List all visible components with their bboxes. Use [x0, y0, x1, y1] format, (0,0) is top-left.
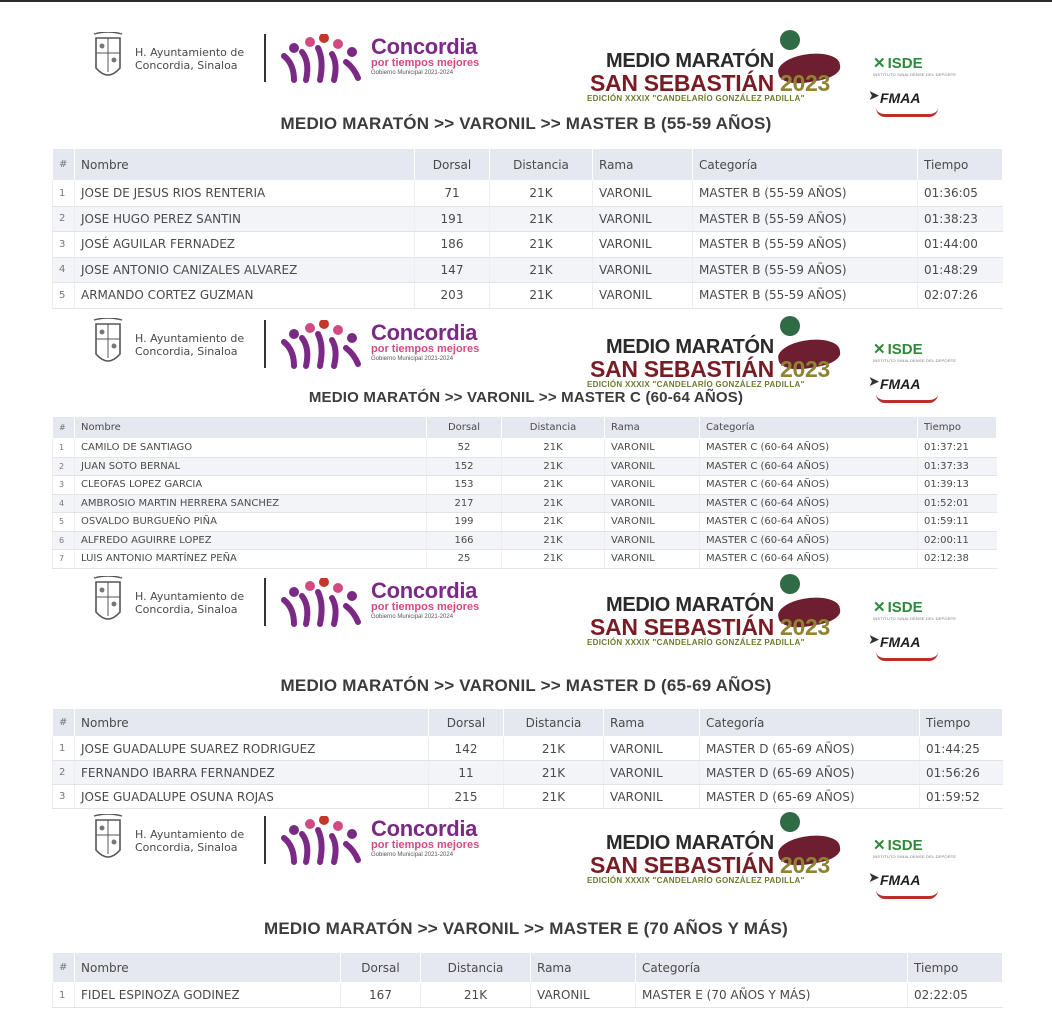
table-header-row	[53, 417, 997, 439]
cell-col-distance: 21K	[502, 494, 605, 513]
cell-col-index: 1	[53, 983, 75, 1008]
table-row	[53, 257, 1003, 283]
cell-col-index: 7	[53, 550, 75, 569]
event-name: SAN SEBASTIÁN	[590, 852, 774, 878]
cell-col-index: 3	[53, 785, 75, 809]
fmaa-swoosh-icon	[876, 890, 938, 899]
fmaa-text: FMAA	[880, 90, 921, 106]
cell-col-category: MASTER E (70 AÑOS Y MÁS)	[636, 983, 908, 1008]
cell-col-index: 4	[53, 494, 75, 513]
cell-col-index: 4	[53, 257, 75, 283]
isde-logo	[873, 598, 956, 621]
cell-col-name: JOSÉ AGUILAR FERNADEZ	[75, 232, 415, 258]
section-header-logos	[0, 316, 1052, 396]
table-row	[53, 550, 997, 569]
cell-col-time: 01:59:11	[918, 513, 997, 532]
table-row	[53, 283, 1003, 309]
ayuntamiento-line2: Concordia, Sinaloa	[135, 603, 238, 616]
isde-x-icon: ✕	[873, 599, 886, 616]
runner-icon: ➤	[868, 632, 880, 648]
event-logo	[584, 812, 864, 885]
cell-col-distance: 21K	[490, 181, 593, 207]
cell-col-name: ALFREDO AGUIRRE LOPEZ	[75, 531, 427, 550]
header-col-name: Nombre	[75, 149, 415, 181]
cell-col-branch: VARONIL	[605, 550, 700, 569]
cell-col-branch: VARONIL	[593, 283, 693, 309]
logo-divider	[264, 578, 266, 626]
ayuntamiento-line1: H. Ayuntamiento de	[135, 828, 245, 841]
logo-divider	[264, 320, 266, 368]
table-row	[53, 761, 1003, 785]
logo-divider	[264, 816, 266, 864]
header-col-dorsal: Dorsal	[427, 417, 502, 439]
cell-col-name: ARMANDO CORTEZ GUZMAN	[75, 283, 415, 309]
event-line1: MEDIO MARATÓN	[606, 594, 774, 616]
runner-icon: ➤	[868, 374, 880, 390]
table-row	[53, 476, 997, 495]
cell-col-name: JOSE DE JESUS RIOS RENTERIA	[75, 181, 415, 207]
cell-col-branch: VARONIL	[604, 785, 700, 809]
cell-col-category: MASTER B (55-59 AÑOS)	[693, 181, 918, 207]
cell-col-dorsal: 152	[427, 457, 502, 476]
cell-col-index: 3	[53, 476, 75, 495]
event-line2	[590, 356, 830, 383]
cell-col-category: MASTER B (55-59 AÑOS)	[693, 257, 918, 283]
results-table	[52, 952, 1003, 1008]
header-col-category: Categoría	[700, 709, 920, 737]
cell-col-dorsal: 147	[415, 257, 490, 283]
cell-col-index: 1	[53, 737, 75, 761]
cell-col-category: MASTER C (60-64 AÑOS)	[700, 439, 918, 458]
header-col-index: #	[53, 417, 75, 439]
concordia-name: Concordia	[371, 320, 478, 345]
header-col-branch: Rama	[593, 149, 693, 181]
concordia-gob: Gobierno Municipal 2021-2024	[371, 614, 454, 620]
header-col-distance: Distancia	[504, 709, 604, 737]
cell-col-category: MASTER C (60-64 AÑOS)	[700, 476, 918, 495]
cell-col-dorsal: 52	[427, 439, 502, 458]
cell-col-distance: 21K	[490, 257, 593, 283]
cell-col-name: LUIS ANTONIO MARTÍNEZ PEÑA	[75, 550, 427, 569]
fmaa-logo	[868, 630, 940, 658]
isde-x-icon: ✕	[873, 341, 886, 358]
concordia-gob: Gobierno Municipal 2021-2024	[371, 356, 454, 362]
header-col-dorsal: Dorsal	[341, 953, 421, 983]
header-col-category: Categoría	[636, 953, 908, 983]
table-row	[53, 206, 1003, 232]
isde-logo	[873, 340, 956, 363]
header-col-time: Tiempo	[908, 953, 1003, 983]
cell-col-distance: 21K	[502, 550, 605, 569]
concordia-name: Concordia	[371, 578, 478, 603]
concordia-logo-text	[371, 36, 479, 77]
isde-logo	[873, 836, 956, 859]
cell-col-dorsal: 203	[415, 283, 490, 309]
cell-col-branch: VARONIL	[531, 983, 636, 1008]
header-col-name: Nombre	[75, 417, 427, 439]
event-logo	[584, 574, 864, 647]
results-table	[52, 148, 1003, 309]
fmaa-text: FMAA	[880, 872, 921, 888]
cell-col-distance: 21K	[502, 513, 605, 532]
ayuntamiento-line2: Concordia, Sinaloa	[135, 841, 238, 854]
cell-col-time: 01:39:13	[918, 476, 997, 495]
cell-col-dorsal: 199	[427, 513, 502, 532]
event-name: SAN SEBASTIÁN	[590, 356, 774, 382]
header-col-category: Categoría	[700, 417, 918, 439]
ayuntamiento-line2: Concordia, Sinaloa	[135, 345, 238, 358]
isde-subtext: INSTITUTO SINALOENSE DEL DEPORTE	[873, 72, 957, 77]
event-ball-icon	[780, 574, 800, 594]
event-line2	[590, 852, 830, 879]
section-header-logos	[0, 574, 1052, 654]
header-col-category: Categoría	[693, 149, 918, 181]
header-col-distance: Distancia	[502, 417, 605, 439]
cell-col-name: FERNANDO IBARRA FERNANDEZ	[75, 761, 429, 785]
isde-text: ISDE	[887, 599, 923, 616]
cell-col-dorsal: 11	[429, 761, 504, 785]
cell-col-dorsal: 153	[427, 476, 502, 495]
event-year: 2023	[780, 356, 831, 382]
event-year: 2023	[780, 614, 831, 640]
event-edition: EDICIÓN XXXIX "CANDELARÍO GONZÁLEZ PADILLA"	[587, 638, 805, 647]
cell-col-branch: VARONIL	[593, 232, 693, 258]
cell-col-dorsal: 186	[415, 232, 490, 258]
fmaa-logo	[868, 868, 940, 896]
cell-col-dorsal: 167	[341, 983, 421, 1008]
table-row	[53, 737, 1003, 761]
cell-col-branch: VARONIL	[605, 457, 700, 476]
cell-col-category: MASTER C (60-64 AÑOS)	[700, 550, 918, 569]
header-col-branch: Rama	[531, 953, 636, 983]
cell-col-dorsal: 191	[415, 206, 490, 232]
isde-text: ISDE	[887, 55, 923, 72]
cell-col-branch: VARONIL	[593, 181, 693, 207]
event-line1: MEDIO MARATÓN	[606, 50, 774, 72]
cell-col-index: 2	[53, 761, 75, 785]
cell-col-name: FIDEL ESPINOZA GODINEZ	[75, 983, 341, 1008]
cell-col-index: 1	[53, 439, 75, 458]
cell-col-time: 01:52:01	[918, 494, 997, 513]
cell-col-index: 1	[53, 181, 75, 207]
cell-col-dorsal: 71	[415, 181, 490, 207]
cell-col-distance: 21K	[504, 761, 604, 785]
cell-col-category: MASTER B (55-59 AÑOS)	[693, 232, 918, 258]
fmaa-logo	[868, 86, 940, 114]
header-col-branch: Rama	[605, 417, 700, 439]
event-logo	[584, 30, 864, 103]
logo-divider	[264, 34, 266, 82]
header-col-distance: Distancia	[421, 953, 531, 983]
cell-col-distance: 21K	[504, 737, 604, 761]
concordia-people-icon	[280, 578, 364, 628]
cell-col-distance: 21K	[490, 232, 593, 258]
header-col-time: Tiempo	[918, 149, 1003, 181]
sinaloa-crest-icon	[90, 32, 126, 86]
cell-col-time: 01:44:25	[920, 737, 1003, 761]
event-year: 2023	[780, 852, 831, 878]
cell-col-name: AMBROSIO MARTIN HERRERA SANCHEZ	[75, 494, 427, 513]
concordia-logo-text	[371, 818, 479, 859]
fmaa-text: FMAA	[880, 376, 921, 392]
event-edition: EDICIÓN XXXIX "CANDELARÍO GONZÁLEZ PADILLA"	[587, 380, 805, 389]
cell-col-time: 01:59:52	[920, 785, 1003, 809]
sinaloa-crest-icon	[90, 318, 126, 372]
header-col-index: #	[53, 709, 75, 737]
cell-col-distance: 21K	[502, 439, 605, 458]
table-header-row	[53, 709, 1003, 737]
cell-col-time: 01:37:21	[918, 439, 997, 458]
event-line1: MEDIO MARATÓN	[606, 832, 774, 854]
event-line2	[590, 70, 830, 97]
cell-col-category: MASTER C (60-64 AÑOS)	[700, 494, 918, 513]
fmaa-swoosh-icon	[876, 652, 938, 661]
header-col-name: Nombre	[75, 953, 341, 983]
cell-col-time: 02:12:38	[918, 550, 997, 569]
concordia-slogan: por tiempos mejores	[371, 343, 480, 355]
table-row	[53, 531, 997, 550]
table-row	[53, 494, 997, 513]
event-line1: MEDIO MARATÓN	[606, 336, 774, 358]
cell-col-branch: VARONIL	[605, 513, 700, 532]
cell-col-branch: VARONIL	[604, 737, 700, 761]
table-row	[53, 513, 997, 532]
results-table	[52, 708, 1003, 809]
isde-x-icon: ✕	[873, 55, 886, 72]
cell-col-index: 5	[53, 283, 75, 309]
cell-col-distance: 21K	[490, 206, 593, 232]
ayuntamiento-line2: Concordia, Sinaloa	[135, 59, 238, 72]
cell-col-distance: 21K	[502, 476, 605, 495]
header-col-branch: Rama	[604, 709, 700, 737]
cell-col-dorsal: 166	[427, 531, 502, 550]
cell-col-branch: VARONIL	[605, 439, 700, 458]
ayuntamiento-line1: H. Ayuntamiento de	[135, 332, 245, 345]
results-table	[52, 416, 997, 569]
cell-col-name: JOSE ANTONIO CANIZALES ALVAREZ	[75, 257, 415, 283]
cell-col-dorsal: 142	[429, 737, 504, 761]
fmaa-text: FMAA	[880, 634, 921, 650]
concordia-people-icon	[280, 34, 364, 84]
cell-col-name: CLEOFAS LOPEZ GARCIA	[75, 476, 427, 495]
cell-col-category: MASTER B (55-59 AÑOS)	[693, 206, 918, 232]
table-header-row	[53, 953, 1003, 983]
event-edition: EDICIÓN XXXIX "CANDELARÍO GONZÁLEZ PADILLA"	[587, 94, 805, 103]
cell-col-branch: VARONIL	[605, 494, 700, 513]
section-title: MEDIO MARATÓN >> VARONIL >> MASTER E (70 AÑOS Y MÁS)	[264, 919, 788, 938]
cell-col-branch: VARONIL	[593, 257, 693, 283]
concordia-slogan: por tiempos mejores	[371, 57, 480, 69]
section-title: MEDIO MARATÓN >> VARONIL >> MASTER C (60-64 AÑOS)	[308, 389, 744, 406]
cell-col-category: MASTER C (60-64 AÑOS)	[700, 513, 918, 532]
cell-col-time: 01:56:26	[920, 761, 1003, 785]
isde-subtext: INSTITUTO SINALOENSE DEL DEPORTE	[873, 358, 957, 363]
concordia-name: Concordia	[371, 34, 478, 59]
cell-col-distance: 21K	[421, 983, 531, 1008]
concordia-slogan: por tiempos mejores	[371, 601, 480, 613]
section-header-logos	[0, 812, 1052, 892]
event-ball-icon	[780, 316, 800, 336]
cell-col-time: 01:36:05	[918, 181, 1003, 207]
cell-col-distance: 21K	[502, 457, 605, 476]
ayuntamiento-line1: H. Ayuntamiento de	[135, 46, 245, 59]
table-row	[53, 439, 997, 458]
ayuntamiento-logo-text	[135, 332, 244, 358]
header-col-index: #	[53, 149, 75, 181]
cell-col-time: 02:07:26	[918, 283, 1003, 309]
header-col-time: Tiempo	[920, 709, 1003, 737]
cell-col-name: JOSE HUGO PEREZ SANTIN	[75, 206, 415, 232]
cell-col-distance: 21K	[490, 283, 593, 309]
cell-col-category: MASTER C (60-64 AÑOS)	[700, 457, 918, 476]
cell-col-dorsal: 25	[427, 550, 502, 569]
section-title: MEDIO MARATÓN >> VARONIL >> MASTER B (55-59 AÑOS)	[280, 114, 772, 133]
event-logo	[584, 316, 864, 389]
header-col-dorsal: Dorsal	[429, 709, 504, 737]
cell-col-category: MASTER D (65-69 AÑOS)	[700, 761, 920, 785]
top-border-line	[0, 0, 1052, 2]
ayuntamiento-logo-text	[135, 590, 244, 616]
cell-col-time: 01:38:23	[918, 206, 1003, 232]
cell-col-category: MASTER C (60-64 AÑOS)	[700, 531, 918, 550]
event-line2	[590, 614, 830, 641]
isde-subtext: INSTITUTO SINALOENSE DEL DEPORTE	[873, 616, 957, 621]
concordia-gob: Gobierno Municipal 2021-2024	[371, 70, 454, 76]
cell-col-index: 2	[53, 457, 75, 476]
cell-col-time: 01:48:29	[918, 257, 1003, 283]
cell-col-branch: VARONIL	[604, 761, 700, 785]
cell-col-category: MASTER B (55-59 AÑOS)	[693, 283, 918, 309]
header-col-name: Nombre	[75, 709, 429, 737]
cell-col-branch: VARONIL	[605, 476, 700, 495]
event-name: SAN SEBASTIÁN	[590, 70, 774, 96]
event-edition: EDICIÓN XXXIX "CANDELARÍO GONZÁLEZ PADILLA"	[587, 876, 805, 885]
cell-col-name: JOSE GUADALUPE SUAREZ RODRIGUEZ	[75, 737, 429, 761]
cell-col-index: 3	[53, 232, 75, 258]
isde-logo	[873, 54, 956, 77]
header-col-index: #	[53, 953, 75, 983]
isde-x-icon: ✕	[873, 837, 886, 854]
cell-col-dorsal: 217	[427, 494, 502, 513]
sinaloa-crest-icon	[90, 576, 126, 630]
cell-col-name: CAMILO DE SANTIAGO	[75, 439, 427, 458]
table-row	[53, 785, 1003, 809]
concordia-people-icon	[280, 320, 364, 370]
concordia-logo-text	[371, 322, 479, 363]
cell-col-time: 01:44:00	[918, 232, 1003, 258]
ayuntamiento-logo-text	[135, 46, 244, 72]
isde-text: ISDE	[887, 341, 923, 358]
runner-icon: ➤	[868, 870, 880, 886]
cell-col-category: MASTER D (65-69 AÑOS)	[700, 737, 920, 761]
table-row	[53, 457, 997, 476]
table-row	[53, 983, 1003, 1008]
cell-col-index: 6	[53, 531, 75, 550]
cell-col-name: OSVALDO BURGUEÑO PIÑA	[75, 513, 427, 532]
runner-icon: ➤	[868, 88, 880, 104]
concordia-gob: Gobierno Municipal 2021-2024	[371, 852, 454, 858]
table-row	[53, 232, 1003, 258]
header-col-time: Tiempo	[918, 417, 997, 439]
cell-col-name: JUAN SOTO BERNAL	[75, 457, 427, 476]
concordia-people-icon	[280, 816, 364, 866]
event-year: 2023	[780, 70, 831, 96]
cell-col-distance: 21K	[502, 531, 605, 550]
isde-subtext: INSTITUTO SINALOENSE DEL DEPORTE	[873, 854, 957, 859]
event-ball-icon	[780, 812, 800, 832]
concordia-logo-text	[371, 580, 479, 621]
header-col-dorsal: Dorsal	[415, 149, 490, 181]
header-col-distance: Distancia	[490, 149, 593, 181]
cell-col-time: 01:37:33	[918, 457, 997, 476]
cell-col-index: 2	[53, 206, 75, 232]
cell-col-time: 02:22:05	[908, 983, 1003, 1008]
event-name: SAN SEBASTIÁN	[590, 614, 774, 640]
section-header-logos	[0, 30, 1052, 110]
cell-col-category: MASTER D (65-69 AÑOS)	[700, 785, 920, 809]
cell-col-branch: VARONIL	[593, 206, 693, 232]
section-title: MEDIO MARATÓN >> VARONIL >> MASTER D (65-69 AÑOS)	[280, 676, 772, 695]
ayuntamiento-logo-text	[135, 828, 244, 854]
cell-col-dorsal: 215	[429, 785, 504, 809]
table-row	[53, 181, 1003, 207]
event-ball-icon	[780, 30, 800, 50]
table-header-row	[53, 149, 1003, 181]
cell-col-distance: 21K	[504, 785, 604, 809]
isde-text: ISDE	[887, 837, 923, 854]
sinaloa-crest-icon	[90, 814, 126, 868]
cell-col-index: 5	[53, 513, 75, 532]
cell-col-name: JOSE GUADALUPE OSUNA ROJAS	[75, 785, 429, 809]
concordia-name: Concordia	[371, 816, 478, 841]
ayuntamiento-line1: H. Ayuntamiento de	[135, 590, 245, 603]
cell-col-time: 02:00:11	[918, 531, 997, 550]
concordia-slogan: por tiempos mejores	[371, 839, 480, 851]
cell-col-branch: VARONIL	[605, 531, 700, 550]
